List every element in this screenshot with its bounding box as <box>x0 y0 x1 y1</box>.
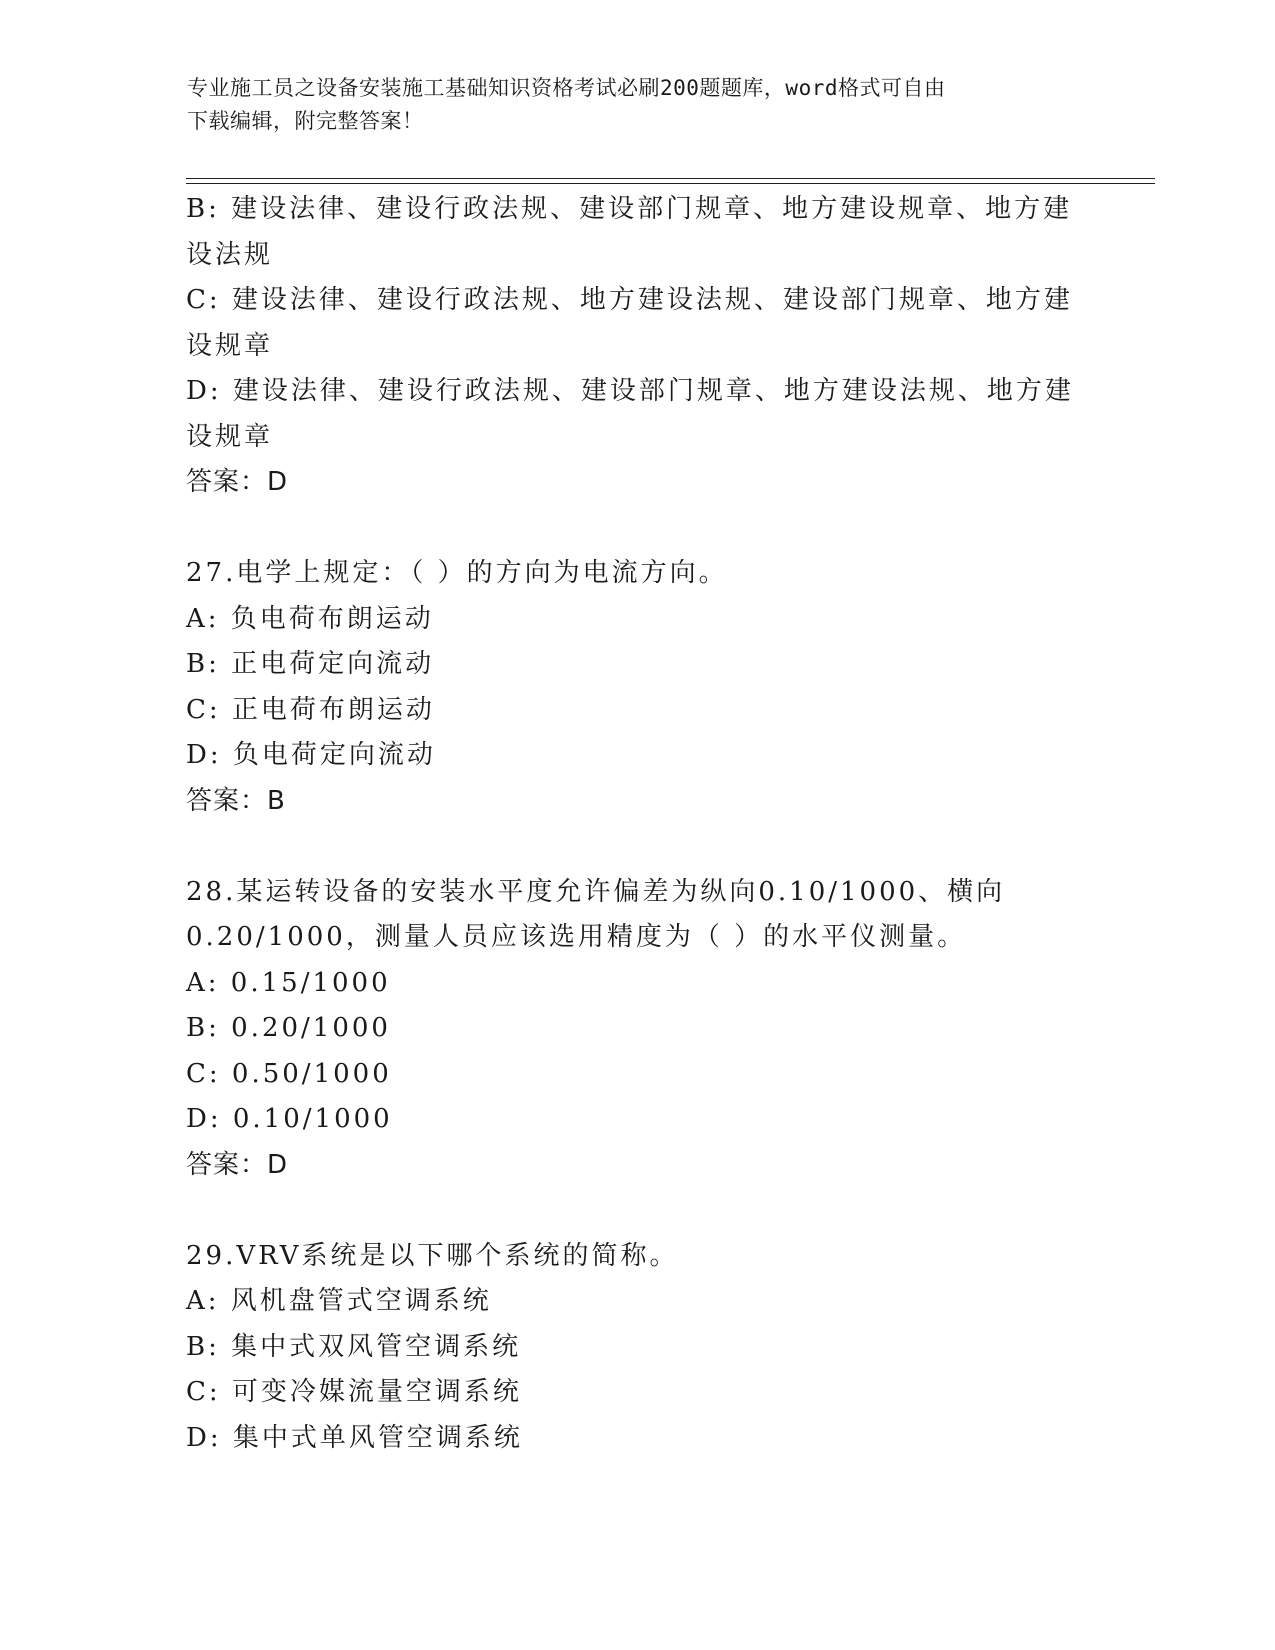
option-a: A: 0.15/1000 <box>186 967 391 998</box>
question-29 <box>186 1234 1086 1462</box>
option-d: D: 负电荷定向流动 <box>186 740 436 770</box>
document-header <box>187 72 1067 138</box>
option-c: C: 可变冷媒流量空调系统 <box>186 1377 522 1407</box>
question-text-line-1: 28.某运转设备的安装水平度允许偏差为纵向0.10/1000、横向 <box>186 876 1006 907</box>
option-d: D: 集中式单风管空调系统 <box>186 1422 523 1453</box>
option-b: B: 集中式双风管空调系统 <box>186 1331 522 1362</box>
question-27 <box>186 551 1086 824</box>
header-line-2: 下载编辑，附完整答案！ <box>187 109 424 133</box>
header-line-1: 专业施工员之设备安装施工基础知识资格考试必刷200题题库，word格式可自由 <box>187 76 946 100</box>
option-d-line-2: 设规章 <box>186 421 274 452</box>
question-28 <box>186 870 1086 1189</box>
option-b-line-2: 设法规 <box>186 239 274 270</box>
option-c-line-1: C: 建设法律、建设行政法规、地方建设法规、建设部门规章、地方建 <box>186 285 1073 315</box>
header-divider-top <box>186 178 1155 179</box>
question-text-line-2: 0.20/1000，测量人员应该选用精度为（ ）的水平仪测量。 <box>186 922 967 952</box>
spacer <box>186 824 1086 870</box>
answer: 答案：D <box>186 1149 289 1180</box>
option-a: A: 负电荷布朗运动 <box>186 603 434 634</box>
option-c: C: 0.50/1000 <box>186 1058 392 1089</box>
answer: 答案：D <box>186 467 289 497</box>
option-c: C: 正电荷布朗运动 <box>186 694 435 725</box>
header-divider-bottom <box>186 183 1155 184</box>
spacer <box>186 1188 1086 1234</box>
option-d: D: 0.10/1000 <box>186 1104 393 1134</box>
question-list <box>186 187 1086 1461</box>
question-text: 27.电学上规定：（ ）的方向为电流方向。 <box>186 558 728 588</box>
spacer <box>186 506 1086 552</box>
option-a: A: 风机盘管式空调系统 <box>186 1286 492 1316</box>
answer: 答案：B <box>186 785 286 816</box>
option-b: B: 0.20/1000 <box>186 1013 391 1043</box>
option-b-line-1: B: 建设法律、建设行政法规、建设部门规章、地方建设规章、地方建 <box>186 194 1073 224</box>
option-b: B: 正电荷定向流动 <box>186 649 435 679</box>
option-c-line-2: 设规章 <box>186 330 274 361</box>
option-d-line-1: D: 建设法律、建设行政法规、建设部门规章、地方建设法规、地方建 <box>186 376 1074 406</box>
question-text: 29.VRV系统是以下哪个系统的简称。 <box>186 1240 679 1271</box>
question-26-continued <box>186 187 1086 506</box>
